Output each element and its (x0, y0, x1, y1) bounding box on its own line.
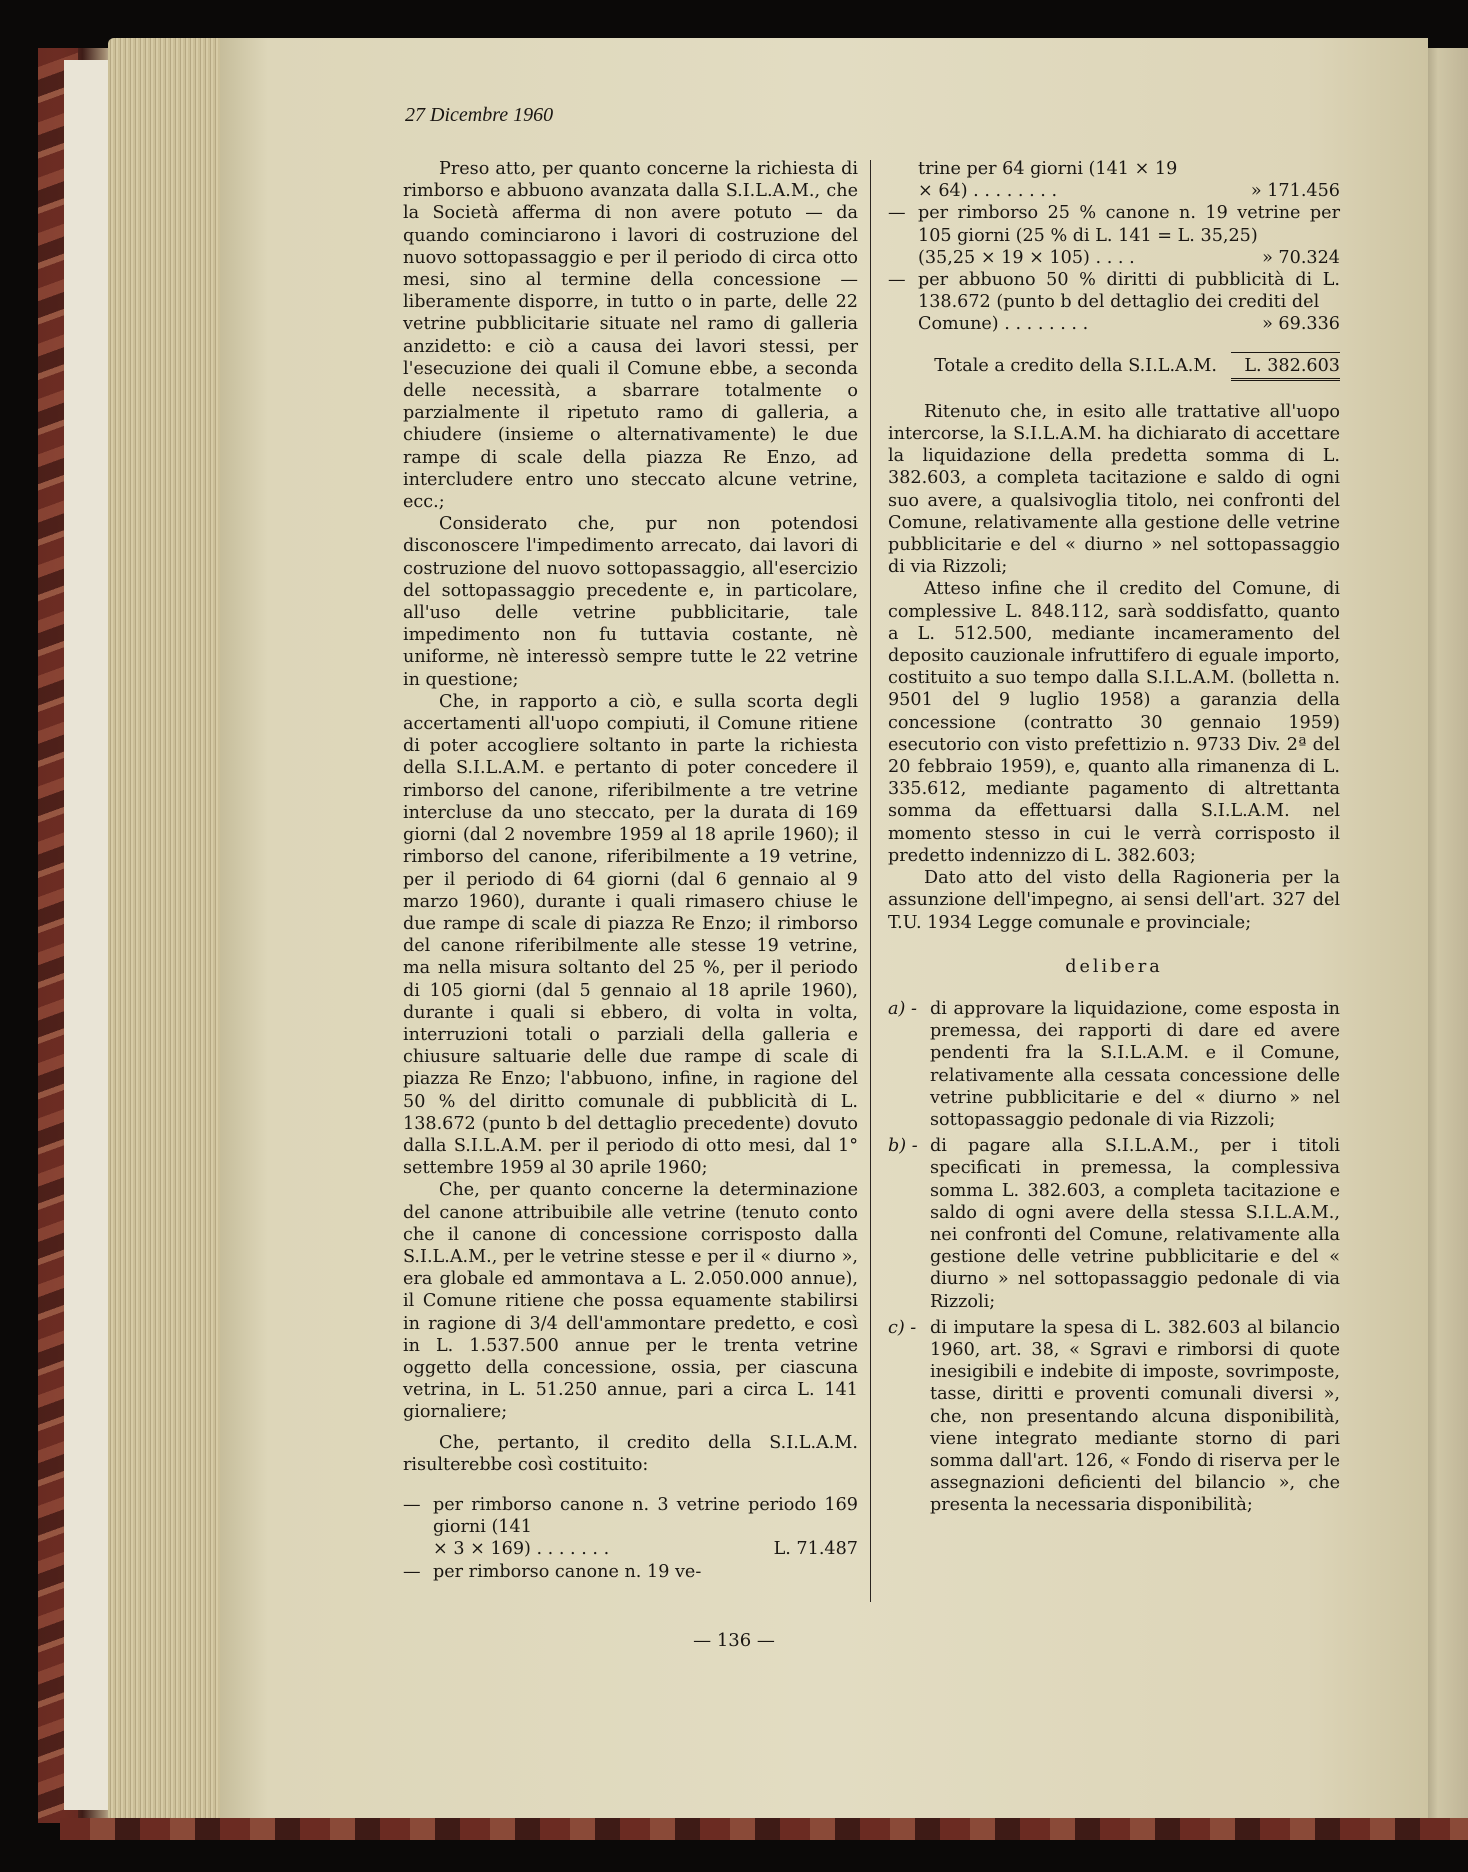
credit-total (888, 352, 1340, 381)
total-label: Totale a credito della S.I.L.A.M. (934, 355, 1217, 376)
item-dash: — (888, 270, 906, 291)
item-amount: » 70.324 (1262, 247, 1340, 268)
resolution-item-a (888, 998, 1340, 1131)
total-value: L. 382.603 (1231, 352, 1340, 381)
item-text: per abbuono 50 % diritti di pubblicità di L. 138.672 (punto b del dettaglio dei crediti del (918, 270, 1340, 313)
page-stack-edge (108, 38, 234, 1822)
item-calc: (35,25 × 19 × 105) . . . . (918, 247, 1135, 268)
delibera-heading: delibera (1065, 956, 1163, 977)
resolution-item-b (888, 1135, 1340, 1313)
paragraph: Dato atto del visto della Ragioneria per la assunzione dell'impegno, ai sensi dell'art. 327 del T.U. 1934 Legge comunale e provinciale; (888, 868, 1340, 933)
column-divider (870, 160, 871, 1602)
item-amount: » 69.336 (1262, 314, 1340, 335)
item-dash: — (888, 203, 906, 224)
left-column (403, 158, 858, 1583)
paragraph: Che, in rapporto a ciò, e sulla scorta degli accertamenti all'uopo compiuti, il Comune ritiene di poter accogliere soltanto in parte la richiesta della S.I.L.A.M. e pertanto di poter concedere il rimborso del canone, riferibilmente a tre vetrine intercluse da uno steccato, per la durata di 169 giorni (dal 2 novembre 1959 al 18 aprile 1960); il rimborso del canone, riferibilmente a 19 vetrine, per il periodo di 64 giorni (dal 6 gennaio al 9 marzo 1960), durante i quali rimasero chiuse le due rampe di scale di piazza Re Enzo; il rimborso del canone riferibilmente alle stesse 19 vetrine, ma nella misura soltanto del 25 %, per il periodo di 105 giorni (dal 5 gennaio al 18 aprile 1960), durante i quali si ebbero, di volta in volta, interruzioni totali o parziali della galleria e chiusure saltuarie delle due rampe di scale di piazza Re Enzo; l'abbuono, infine, in ragione del 50 % del diritto comunale di pubblicità di L. 138.672 (punto b del dettaglio precedente) dovuto dalla S.I.L.A.M. per il periodo di otto mesi, dal 1° settembre 1959 al 30 aprile 1960; (403, 691, 858, 1179)
paragraph: Ritenuto che, in esito alle trattative all'uopo intercorse, la S.I.L.A.M. ha dichiarato di accettare la liquidazione della predetta somma di L. 382.603, a completa tacitazione e saldo di ogni suo avere, a qualsivoglia titolo, nei confronti del Comune, relativamente alla gestione delle vetrine pubblicitarie e del « diurno » nel sottopassaggio di via Rizzoli; (888, 401, 1340, 578)
item-letter: c) - (888, 1317, 917, 1338)
item-dash: — (403, 1494, 421, 1515)
item-text: di imputare la spesa di L. 382.603 al bilancio 1960, art. 38, « Sgravi e rimborsi di quote inesigibili e indebite di imposte, sovrimposte, tasse, diritti e proventi comunali diversi », che, non presentando alcuna disponibilità, viene integrato mediante storno di pari somma dall'art. 126, « Fondo di riserva per le assegnazioni deficienti del bilancio », che presenta la necessaria disponibilità; (930, 1317, 1340, 1516)
paragraph: Che, per quanto concerne la determinazione del canone attribuibile alle vetrine (tenuto conto che il canone di concessione corrisposto dalla S.I.L.A.M., per le vetrine stesse e per il « diurno », era globale ed ammontava a L. 2.050.000 annue), il Comune ritiene che possa equamente stabilirsi in ragione di 3/4 dell'ammontare predetto, e così in L. 1.537.500 annue per le trenta vetrine oggetto della concessione, ossia, per ciascuna vetrina, in L. 51.250 annue, pari a circa L. 141 giornaliere; (403, 1180, 858, 1423)
item-letter: b) - (888, 1136, 918, 1157)
item-text: per rimborso canone n. 19 ve- (433, 1561, 702, 1582)
bottom-binding-edge (60, 1818, 1468, 1840)
item-calc: × 64) . . . . . . . . (918, 181, 1058, 202)
item-text: per rimborso 25 % canone n. 19 vetrine per 105 giorni (25 % di L. 141 = L. 35,25) (918, 203, 1340, 246)
paragraph: Considerato che, pur non potendosi disconoscere l'impedimento arrecato, dai lavori di costruzione del nuovo sottopassaggio, all'esercizio del sottopassaggio precedente e, in particolare, all'uso delle vetrine pubblicitarie, tale impedimento non fu tuttavia costante, nè uniforme, nè interessò sempre tutte le 22 vetrine in questione; (403, 514, 858, 690)
resolution-item-c (888, 1317, 1340, 1517)
paragraph: Preso atto, per quanto concerne la richiesta di rimborso e abbuono avanzata dalla S.I.L.A.M., che la Società afferma di non avere potuto — da quando cominciarono i lavori di costruzione del nuovo sottopassaggio e per il periodo di circa otto mesi, sino al termine della concessione — liberamente disporre, in tutto o in parte, delle 22 vetrine pubblicitarie situate nel ramo di galleria anzidetto: e ciò a causa dei lavori stessi, per l'esecuzione dei quali il Comune ebbe, a seconda delle necessità, a sbarrare totalmente o parzialmente il ripetuto ramo di galleria, a chiudere (insieme o alternativamente) le due rampe di scale della piazza Re Enzo, ad intercludere entro uno steccato alcune vetrine, ecc.; (403, 159, 858, 513)
paragraph: Che, pertanto, il credito della S.I.L.A.M. risulterebbe così costituito: (403, 1432, 858, 1475)
right-column (888, 158, 1340, 1517)
credit-item-2-cont (888, 158, 1340, 202)
item-amount: L. 71.487 (773, 1539, 858, 1560)
item-text: di approvare la liquidazione, come esposta in premessa, dei rapporti di dare ed avere pendenti fra la S.I.L.A.M. e il Comune, relativamente alla cessata concessione delle vetrine pubblicitarie e del « diurno » nel sottopassaggio pedonale di via Rizzoli; (930, 998, 1340, 1130)
running-header-date: 27 Dicembre 1960 (405, 104, 554, 126)
item-calc: Comune) . . . . . . . . (918, 314, 1089, 335)
credit-item-1 (403, 1494, 858, 1561)
credit-item-4 (888, 269, 1340, 336)
item-text: di pagare alla S.I.L.A.M., per i titoli specificati in premessa, la complessiva somma L. 382.603, a completa tacitazione e saldo di ogni avere della stessa S.I.L.A.M., nei confronti del Comune, relativamente alla gestione delle vetrine pubblicitarie e del « diurno » nel sottopassaggio pedonale di via Rizzoli; (930, 1136, 1340, 1312)
credit-item-2-start (403, 1561, 858, 1583)
item-calc: × 3 × 169) . . . . . . . (433, 1539, 610, 1560)
item-dash: — (403, 1561, 421, 1582)
credit-item-3 (888, 202, 1340, 269)
paragraph: Atteso infine che il credito del Comune, di complessive L. 848.112, sarà soddisfatto, quanto a L. 512.500, mediante incameramento del deposito cauzionale infruttifero di eguale importo, costituito a suo tempo dalla S.I.L.A.M. (bolletta n. 9501 del 9 luglio 1958) a garanzia della concessione (contratto 30 gennaio 1959) esecutorio con visto prefettizio n. 9733 Div. 2ª del 20 febbraio 1959), e, quanto alla rimanenza di L. 335.612, mediante pagamento di altrettanta somma da effettuarsi dalla S.I.L.A.M. nel momento stesso in cui le verrà corrisposto il predetto indennizzo di L. 382.603; (888, 579, 1340, 866)
item-letter: a) - (888, 998, 917, 1019)
item-amount: » 171.456 (1250, 181, 1340, 202)
page-number: — 136 — (693, 1630, 775, 1651)
item-text: per rimborso canone n. 3 vetrine periodo 169 giorni (141 (433, 1494, 858, 1538)
item-text: trine per 64 giorni (141 × 19 (918, 159, 1178, 179)
